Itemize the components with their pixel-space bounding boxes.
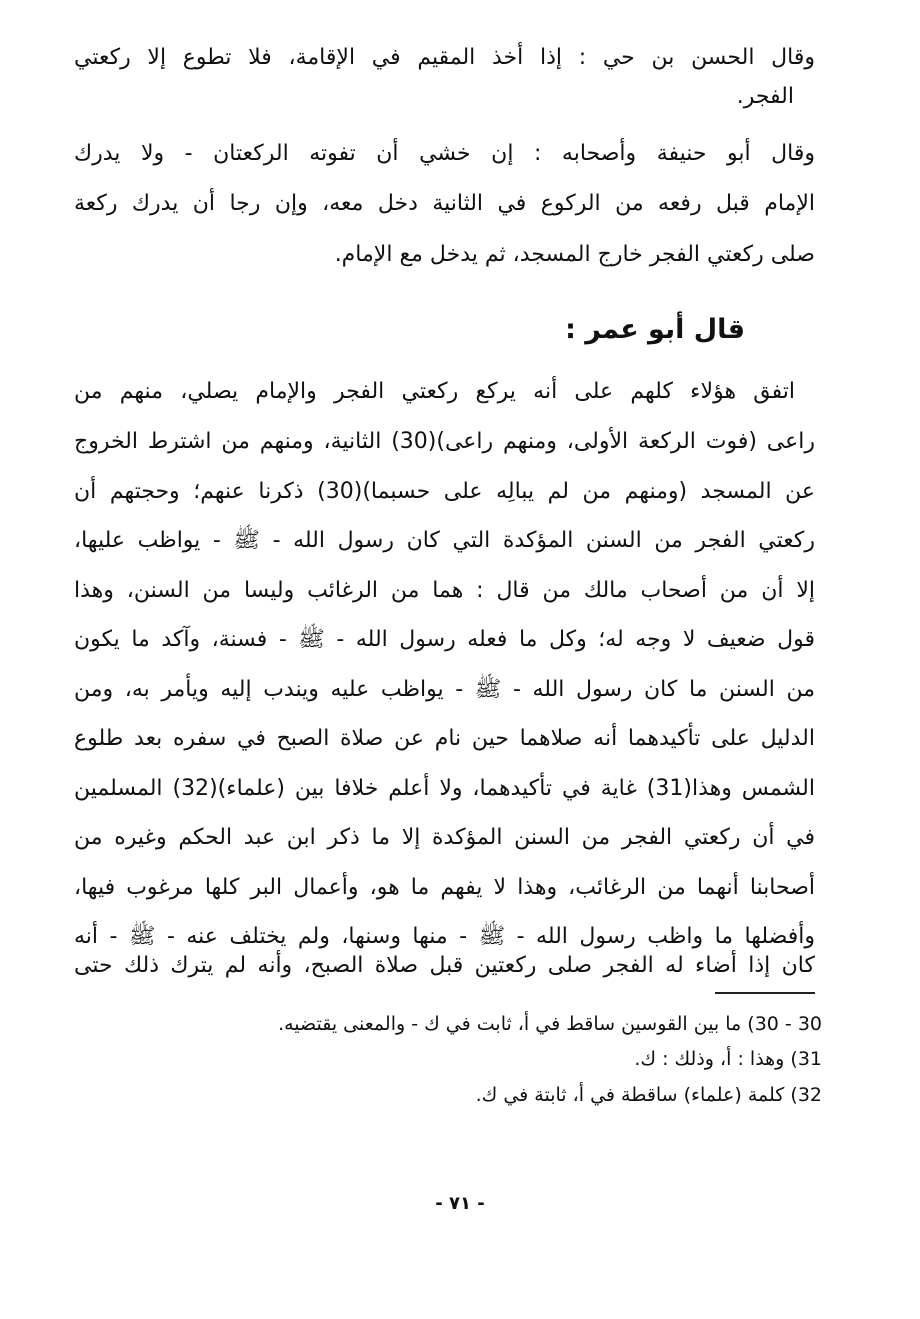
paragraph-3-line-5: إلا أن من أصحاب مالك من قال : هما من الرغائب وليسا من السنن، وهذا [74, 578, 815, 603]
paragraph-3-line-12: وأفضلها ما واظب رسول الله - ﷺ - منها وسنها، ولم يختلف عنه - ﷺ - أنه [74, 924, 815, 949]
paragraph-3-line-7: من السنن ما كان رسول الله - ﷺ - يواظب عليه ويندب إليه ويأمر به، ومن [74, 677, 815, 702]
section-heading: قال أبو عمر : [565, 314, 745, 345]
paragraph-3-line-6: قول ضعيف لا وجه له؛ وكل ما فعله رسول الله - ﷺ - فسنة، وآكد ما يكون [74, 627, 815, 652]
paragraph-3-line-13: كان إذا أضاء له الفجر صلى ركعتين قبل صلاة الصبح، وأنه لم يترك ذلك حتى [74, 953, 815, 978]
paragraph-1-line-2: الفجر. [736, 84, 794, 109]
paragraph-3-line-4: ركعتي الفجر من السنن المؤكدة التي كان رسول الله - ﷺ - يواظب عليها، [74, 528, 815, 553]
footnote-32: 32) كلمة (علماء) ساقطة في أ، ثابتة في ك. [475, 1084, 822, 1106]
paragraph-2-line-2: الإمام قبل رفعه من الركوع في الثانية دخل معه، وإن رجا أن يدرك ركعة [74, 191, 815, 216]
paragraph-2-line-3: صلى ركعتي الفجر خارج المسجد، ثم يدخل مع الإمام. [334, 242, 815, 267]
footnote-31: 31) وهذا : أ، وذلك : ك. [634, 1048, 822, 1070]
paragraph-3-line-11: أصحابنا أنهما من الرغائب، وهذا لا يفهم ما هو، وأعمال البر كلها مرغوب فيها، [74, 875, 815, 900]
footnote-30: 30 - 30) ما بين القوسين ساقط في أ، ثابت في ك - والمعنى يقتضيه. [278, 1013, 822, 1035]
paragraph-3-line-1: اتفق هؤلاء كلهم على أنه يركع ركعتي الفجر والإمام يصلي، منهم من [74, 379, 795, 404]
paragraph-3-line-3: عن المسجد (ومنهم من لم يبالِه على حسبما)(30) ذكرنا عنهم؛ وحجتهم أن [74, 479, 815, 504]
paragraph-3-line-8: الدليل على تأكيدهما أنه صلاهما حين نام عن صلاة الصبح في سفره بعد طلوع [74, 726, 815, 751]
paragraph-2-line-1: وقال أبو حنيفة وأصحابه : إن خشي أن تفوته الركعتان - ولا يدرك [74, 141, 815, 166]
paragraph-3-line-10: في أن ركعتي الفجر من السنن المؤكدة إلا ما ذكر ابن عبد الحكم وغيره من [74, 825, 815, 850]
footnote-separator [715, 992, 815, 994]
paragraph-3-line-9: الشمس وهذا(31) غاية في تأكيدهما، ولا أعلم خلافا بين (علماء)(32) المسلمين [74, 776, 815, 801]
paragraph-1-line-1: وقال الحسن بن حي : إذا أخذ المقيم في الإقامة، فلا تطوع إلا ركعتي [74, 45, 815, 70]
paragraph-3-line-2: راعى (فوت الركعة الأولى، ومنهم راعى)(30) الثانية، ومنهم من اشترط الخروج [74, 429, 816, 454]
page-number: - ٧١ - [435, 1193, 485, 1214]
